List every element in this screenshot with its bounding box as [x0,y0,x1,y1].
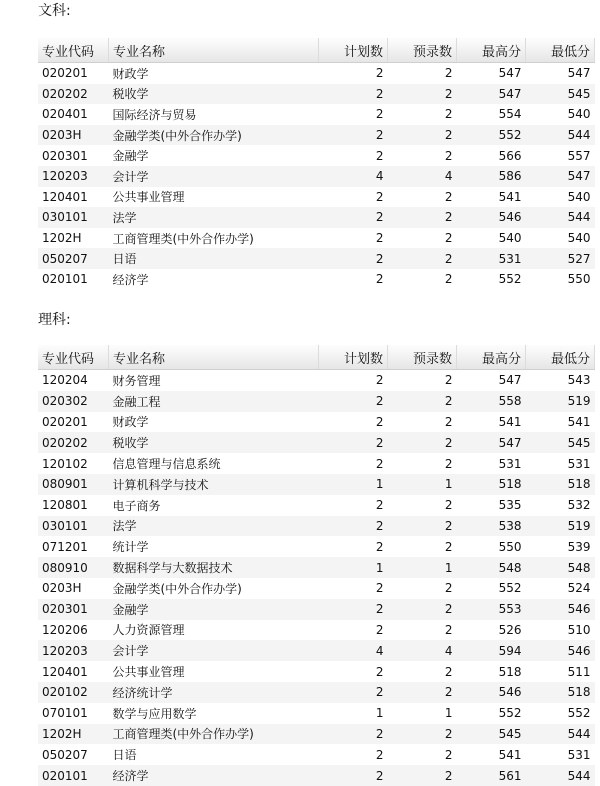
major-name-cell: 法学 [109,207,319,228]
max-score-cell: 552 [457,578,526,599]
table-row [38,765,595,786]
plan-count-cell: 2 [319,391,388,412]
major-code-cell: 020201 [38,63,109,84]
column-header-plan-count: 计划数 [319,345,388,370]
pre-admit-count-cell: 2 [388,104,457,125]
column-header-pre-admit-count: 预录数 [388,345,457,370]
table-row [38,599,595,620]
column-header-pre-admit-count: 预录数 [388,38,457,63]
arts-admission-table [38,38,595,290]
table-row [38,516,595,537]
major-name-cell: 金融学类(中外合作办学) [109,125,319,146]
major-code-cell: 071201 [38,536,109,557]
min-score-cell: 519 [526,516,595,537]
plan-count-cell: 2 [319,620,388,641]
pre-admit-count-cell: 2 [388,63,457,84]
plan-count-cell: 2 [319,682,388,703]
plan-count-cell: 2 [319,536,388,557]
major-code-cell: 120204 [38,370,109,391]
pre-admit-count-cell: 2 [388,125,457,146]
plan-count-cell: 2 [319,453,388,474]
major-name-cell: 法学 [109,516,319,537]
max-score-cell: 545 [457,724,526,745]
min-score-cell: 518 [526,474,595,495]
min-score-cell: 552 [526,703,595,724]
major-name-cell: 金融工程 [109,391,319,412]
table-row [38,661,595,682]
pre-admit-count-cell: 2 [388,370,457,391]
max-score-cell: 552 [457,125,526,146]
min-score-cell: 544 [526,724,595,745]
pre-admit-count-cell: 2 [388,661,457,682]
plan-count-cell: 4 [319,640,388,661]
max-score-cell: 566 [457,145,526,166]
max-score-cell: 531 [457,248,526,269]
pre-admit-count-cell: 2 [388,744,457,765]
max-score-cell: 561 [457,765,526,786]
table-row [38,620,595,641]
min-score-cell: 544 [526,765,595,786]
table-row [38,557,595,578]
major-code-cell: 020101 [38,269,109,290]
min-score-cell: 545 [526,432,595,453]
pre-admit-count-cell: 2 [388,432,457,453]
table-header-row [38,345,595,370]
min-score-cell: 524 [526,578,595,599]
column-header-major-code: 专业代码 [38,38,109,63]
plan-count-cell: 2 [319,228,388,249]
max-score-cell: 526 [457,620,526,641]
max-score-cell: 531 [457,453,526,474]
major-code-cell: 120102 [38,453,109,474]
table-row [38,536,595,557]
pre-admit-count-cell: 2 [388,248,457,269]
min-score-cell: 545 [526,84,595,105]
table-row [38,248,595,269]
min-score-cell: 539 [526,536,595,557]
max-score-cell: 547 [457,432,526,453]
pre-admit-count-cell: 2 [388,516,457,537]
max-score-cell: 550 [457,536,526,557]
major-name-cell: 经济统计学 [109,682,319,703]
science-section-title: 理科: [38,312,71,328]
min-score-cell: 510 [526,620,595,641]
max-score-cell: 546 [457,682,526,703]
plan-count-cell: 2 [319,412,388,433]
major-code-cell: 120401 [38,661,109,682]
table-row [38,682,595,703]
table-row [38,724,595,745]
table-row [38,84,595,105]
table-row [38,63,595,84]
plan-count-cell: 1 [319,557,388,578]
column-header-min-score: 最低分 [526,345,595,370]
pre-admit-count-cell: 2 [388,228,457,249]
major-name-cell: 日语 [109,248,319,269]
major-name-cell: 税收学 [109,84,319,105]
major-name-cell: 财政学 [109,412,319,433]
pre-admit-count-cell: 2 [388,453,457,474]
major-name-cell: 信息管理与信息系统 [109,453,319,474]
major-name-cell: 税收学 [109,432,319,453]
plan-count-cell: 2 [319,599,388,620]
plan-count-cell: 2 [319,744,388,765]
plan-count-cell: 2 [319,370,388,391]
major-name-cell: 公共事业管理 [109,187,319,208]
major-name-cell: 数据科学与大数据技术 [109,557,319,578]
table-row [38,703,595,724]
table-row [38,412,595,433]
max-score-cell: 547 [457,63,526,84]
column-header-plan-count: 计划数 [319,38,388,63]
pre-admit-count-cell: 2 [388,207,457,228]
min-score-cell: 546 [526,599,595,620]
min-score-cell: 550 [526,269,595,290]
major-name-cell: 经济学 [109,765,319,786]
min-score-cell: 557 [526,145,595,166]
min-score-cell: 547 [526,63,595,84]
pre-admit-count-cell: 2 [388,620,457,641]
arts-section-title: 文科: [38,3,71,19]
min-score-cell: 547 [526,166,595,187]
pre-admit-count-cell: 2 [388,495,457,516]
pre-admit-count-cell: 4 [388,166,457,187]
major-code-cell: 120203 [38,640,109,661]
max-score-cell: 535 [457,495,526,516]
major-code-cell: 020101 [38,765,109,786]
min-score-cell: 527 [526,248,595,269]
major-name-cell: 财政学 [109,63,319,84]
max-score-cell: 547 [457,370,526,391]
table-row [38,495,595,516]
table-row [38,578,595,599]
max-score-cell: 541 [457,187,526,208]
max-score-cell: 540 [457,228,526,249]
pre-admit-count-cell: 4 [388,640,457,661]
major-code-cell: 020201 [38,412,109,433]
table-row [38,370,595,391]
plan-count-cell: 2 [319,84,388,105]
plan-count-cell: 2 [319,207,388,228]
pre-admit-count-cell: 2 [388,412,457,433]
table-row [38,474,595,495]
table-header-row [38,38,595,63]
max-score-cell: 548 [457,557,526,578]
table-row [38,432,595,453]
table-row [38,125,595,146]
max-score-cell: 541 [457,744,526,765]
major-name-cell: 数学与应用数学 [109,703,319,724]
min-score-cell: 519 [526,391,595,412]
plan-count-cell: 2 [319,765,388,786]
major-code-cell: 020202 [38,84,109,105]
min-score-cell: 544 [526,125,595,146]
min-score-cell: 511 [526,661,595,682]
plan-count-cell: 2 [319,187,388,208]
major-code-cell: 080910 [38,557,109,578]
pre-admit-count-cell: 2 [388,269,457,290]
major-code-cell: 080901 [38,474,109,495]
major-name-cell: 金融学 [109,145,319,166]
major-code-cell: 020301 [38,599,109,620]
pre-admit-count-cell: 1 [388,474,457,495]
major-code-cell: 020401 [38,104,109,125]
min-score-cell: 544 [526,207,595,228]
plan-count-cell: 2 [319,724,388,745]
major-name-cell: 经济学 [109,269,319,290]
max-score-cell: 546 [457,207,526,228]
plan-count-cell: 2 [319,125,388,146]
plan-count-cell: 2 [319,432,388,453]
major-name-cell: 会计学 [109,640,319,661]
table-row [38,166,595,187]
max-score-cell: 552 [457,269,526,290]
min-score-cell: 540 [526,187,595,208]
max-score-cell: 538 [457,516,526,537]
major-code-cell: 030101 [38,207,109,228]
pre-admit-count-cell: 2 [388,765,457,786]
major-code-cell: 0203H [38,578,109,599]
major-code-cell: 020202 [38,432,109,453]
pre-admit-count-cell: 2 [388,145,457,166]
column-header-major-name: 专业名称 [109,345,319,370]
major-code-cell: 120801 [38,495,109,516]
major-code-cell: 020301 [38,145,109,166]
max-score-cell: 541 [457,412,526,433]
min-score-cell: 518 [526,682,595,703]
table-row [38,145,595,166]
table-row [38,228,595,249]
min-score-cell: 531 [526,744,595,765]
plan-count-cell: 2 [319,578,388,599]
column-header-min-score: 最低分 [526,38,595,63]
plan-count-cell: 2 [319,495,388,516]
plan-count-cell: 1 [319,703,388,724]
max-score-cell: 518 [457,474,526,495]
table-row [38,391,595,412]
table-row [38,453,595,474]
min-score-cell: 540 [526,104,595,125]
table-row [38,187,595,208]
major-name-cell: 工商管理类(中外合作办学) [109,228,319,249]
pre-admit-count-cell: 2 [388,724,457,745]
min-score-cell: 540 [526,228,595,249]
major-name-cell: 金融学类(中外合作办学) [109,578,319,599]
pre-admit-count-cell: 1 [388,703,457,724]
max-score-cell: 518 [457,661,526,682]
table-row [38,744,595,765]
plan-count-cell: 2 [319,516,388,537]
plan-count-cell: 4 [319,166,388,187]
major-name-cell: 电子商务 [109,495,319,516]
major-code-cell: 050207 [38,744,109,765]
major-code-cell: 050207 [38,248,109,269]
major-name-cell: 财务管理 [109,370,319,391]
plan-count-cell: 2 [319,63,388,84]
max-score-cell: 586 [457,166,526,187]
major-name-cell: 人力资源管理 [109,620,319,641]
plan-count-cell: 2 [319,248,388,269]
major-code-cell: 120206 [38,620,109,641]
major-name-cell: 日语 [109,744,319,765]
min-score-cell: 531 [526,453,595,474]
pre-admit-count-cell: 2 [388,187,457,208]
major-name-cell: 公共事业管理 [109,661,319,682]
max-score-cell: 558 [457,391,526,412]
min-score-cell: 543 [526,370,595,391]
pre-admit-count-cell: 1 [388,557,457,578]
table-row [38,269,595,290]
plan-count-cell: 1 [319,474,388,495]
max-score-cell: 594 [457,640,526,661]
plan-count-cell: 2 [319,145,388,166]
table-row [38,640,595,661]
min-score-cell: 546 [526,640,595,661]
major-name-cell: 国际经济与贸易 [109,104,319,125]
pre-admit-count-cell: 2 [388,599,457,620]
max-score-cell: 547 [457,84,526,105]
pre-admit-count-cell: 2 [388,84,457,105]
major-name-cell: 工商管理类(中外合作办学) [109,724,319,745]
science-admission-table [38,345,595,786]
major-name-cell: 计算机科学与技术 [109,474,319,495]
major-name-cell: 统计学 [109,536,319,557]
min-score-cell: 541 [526,412,595,433]
max-score-cell: 554 [457,104,526,125]
max-score-cell: 552 [457,703,526,724]
pre-admit-count-cell: 2 [388,536,457,557]
table-row [38,207,595,228]
major-code-cell: 120203 [38,166,109,187]
plan-count-cell: 2 [319,661,388,682]
min-score-cell: 532 [526,495,595,516]
column-header-max-score: 最高分 [457,38,526,63]
major-code-cell: 020302 [38,391,109,412]
major-code-cell: 1202H [38,724,109,745]
table-row [38,104,595,125]
major-code-cell: 1202H [38,228,109,249]
column-header-major-name: 专业名称 [109,38,319,63]
max-score-cell: 553 [457,599,526,620]
plan-count-cell: 2 [319,104,388,125]
major-code-cell: 020102 [38,682,109,703]
min-score-cell: 548 [526,557,595,578]
major-code-cell: 0203H [38,125,109,146]
major-code-cell: 120401 [38,187,109,208]
major-code-cell: 030101 [38,516,109,537]
pre-admit-count-cell: 2 [388,578,457,599]
pre-admit-count-cell: 2 [388,682,457,703]
column-header-max-score: 最高分 [457,345,526,370]
major-name-cell: 金融学 [109,599,319,620]
pre-admit-count-cell: 2 [388,391,457,412]
plan-count-cell: 2 [319,269,388,290]
major-name-cell: 会计学 [109,166,319,187]
major-code-cell: 070101 [38,703,109,724]
column-header-major-code: 专业代码 [38,345,109,370]
